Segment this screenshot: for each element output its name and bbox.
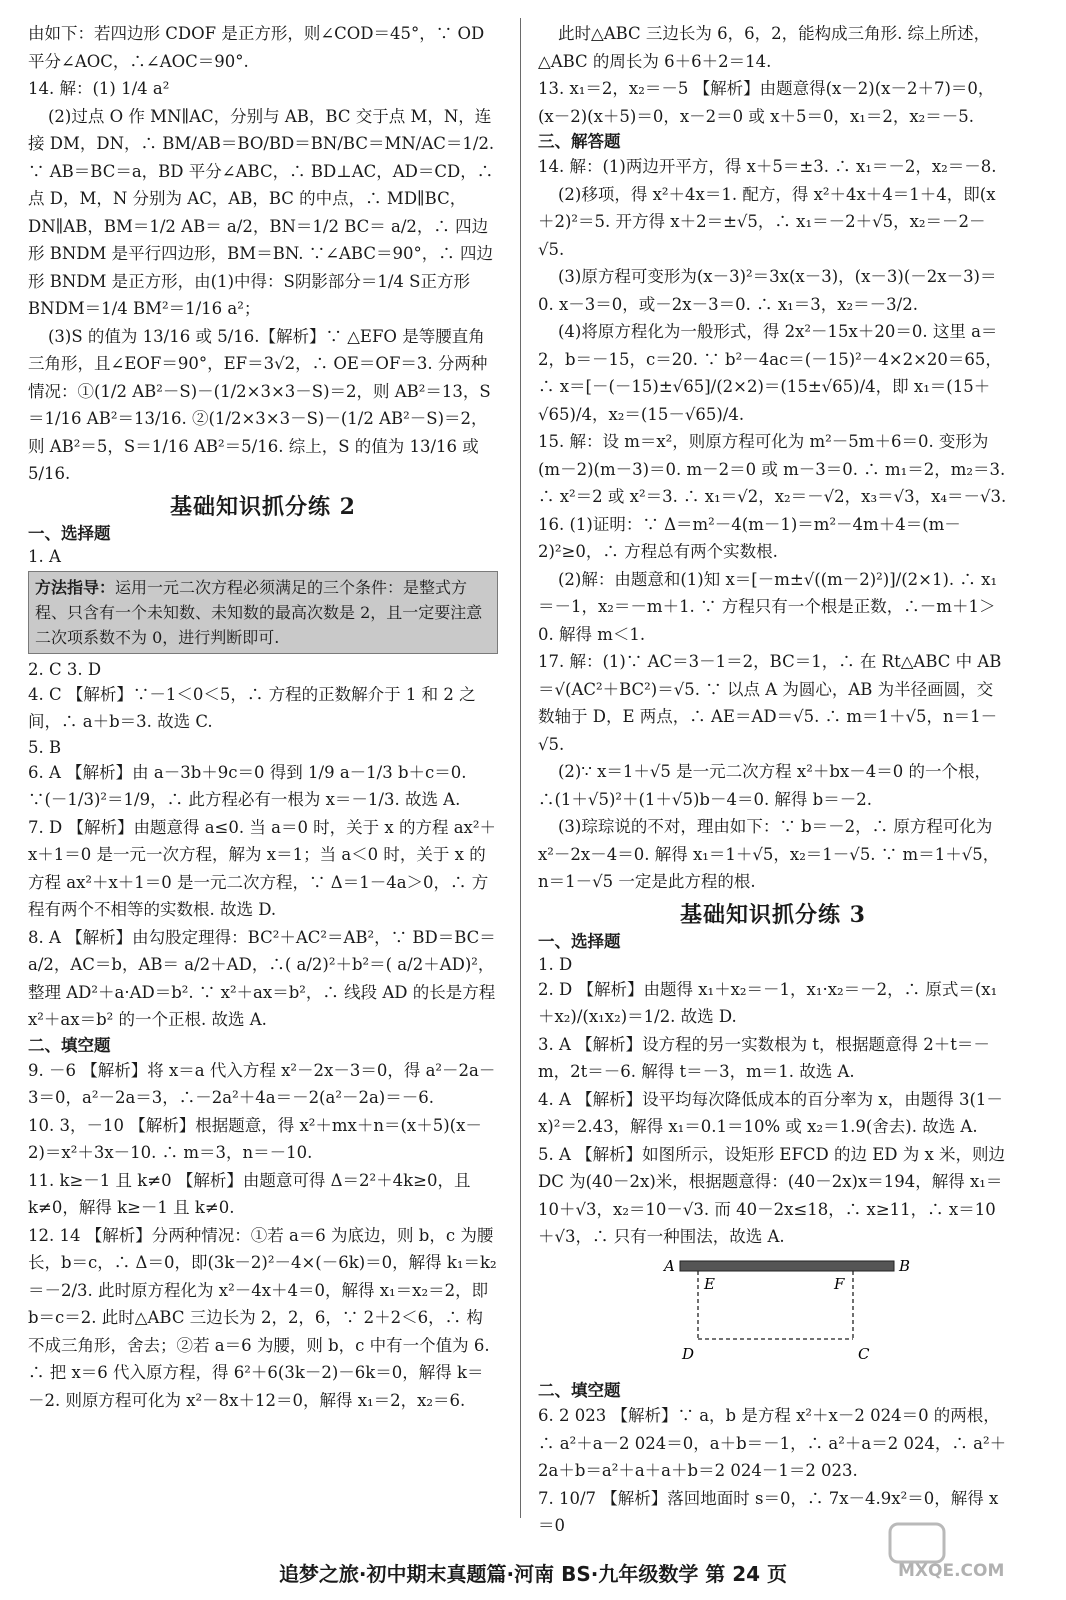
section-subheading: 三、解答题 bbox=[538, 132, 621, 151]
answer-paragraph: (3)琮琮说的不对，理由如下：∵ b＝－2，∴ 原方程可化为 x²－2x－4＝0. 解得 x₁＝1＋√5，x₂＝1－√5. ∵ m＝1＋√5，n＝1－√5 一定是此方程的根. bbox=[538, 817, 1000, 891]
answer-paragraph: (2)移项，得 x²＋4x＝1. 配方，得 x²＋4x＋4＝1＋4，即(x＋2)²＝5. 开方得 x＋2＝±√5，∴ x₁＝－2＋√5，x₂＝－2－√5. bbox=[538, 184, 996, 259]
answer-paragraph: 17. 解：(1)∵ AC＝3－1＝2，BC＝1，∴ 在 Rt△ABC 中 AB＝√(AC²＋BC²)＝√5. ∵ 以点 A 为圆心，AB 为半径画圆，交数轴于 D，E 两点，∴ AE＝AD＝√5. ∴ m＝1＋√5，n＝1－√5. bbox=[538, 652, 1002, 754]
answer-paragraph: 9. －6 【解析】将 x＝a 代入方程 x²－2x－3＝0，得 a²－2a－3＝0，a²－2a＝3，∴－2a²＋4a＝－2(a²－2a)＝－6. bbox=[28, 1060, 496, 1107]
answer-paragraph: 14. 解：(1) 1/4 a² bbox=[28, 79, 170, 98]
method-guide-box bbox=[28, 571, 498, 654]
answer-paragraph: 2. D 【解析】由题得 x₁＋x₂＝－1，x₁·x₂＝－2，∴ 原式＝(x₁＋x₂)/(x₁x₂)＝1/2. 故选 D. bbox=[538, 979, 998, 1026]
method-guide-text: 运用一元二次方程必须满足的三个条件：是整式方程、只含有一个未知数、未知数的最高次数是 2，且一定要注意二次项系数不为 0，进行判断即可. bbox=[35, 577, 483, 647]
answer-paragraph: 3. A 【解析】设方程的另一实数根为 t，根据题意得 2＋t＝－m，2t＝－6. 解得 t＝－3，m＝1. 故选 A. bbox=[538, 1034, 990, 1081]
answer-paragraph: 6. 2 023 【解析】∵ a，b 是方程 x²＋x－2 024＝0 的两根，∴ a²＋a－2 024＝0，a＋b＝－1，∴ a²＋a＝2 024，∴ a²＋2a＋b＝a²＋a＋a＋b＝2 024－1＝2 023. bbox=[538, 1406, 1007, 1480]
answer-paragraph: 此时△ABC 三边长为 6，6，2，能构成三角形. 综上所述，△ABC 的周长为 6＋6＋2＝14. bbox=[538, 24, 991, 71]
page-footer: 追梦之旅·初中期末真题篇·河南 BS·九年级数学 第 24 页 bbox=[278, 1562, 788, 1586]
answer-paragraph: 由如下：若四边形 CDOF 是正方形，则∠COD＝45°，∵ OD 平分∠AOC，∴∠AOC＝90°. bbox=[28, 24, 485, 71]
answer-paragraph: 12. 14 【解析】分两种情况：①若 a＝6 为底边，则 b，c 为腰长，b＝c，∴ Δ＝0，即(3k－2)²－4×(－6k)＝0，解得 k₁＝k₂＝－2/3. 此时原方程化为 x²－4x＋4＝0，解得 x₁＝x₂＝2，即 b＝c＝2. 此时△ABC 三边长为 2，2，6，∵ 2＋2＜6，∴ 构不成三角形，舍去；②若 a＝6 为腰，则 b，c 中有一个值为 6. ∴ 把 x＝6 代入原方程，得 6²＋6(3k－2)－6k＝0，解得 k＝－2. 则原方程可化为 x²－8x＋12＝0，解得 x₁＝2，x₂＝6. bbox=[28, 1225, 497, 1410]
right-column bbox=[538, 20, 1008, 1540]
answer-paragraph: 2. C 3. D bbox=[28, 659, 102, 679]
answer-paragraph: (2)∵ x＝1＋√5 是一元二次方程 x²＋bx－4＝0 的一个根，∴(1＋√5)²＋(1＋√5)b－4＝0. 解得 b＝－2. bbox=[538, 762, 991, 809]
point-label-E: E bbox=[704, 1274, 715, 1293]
answer-paragraph: 11. k≥－1 且 k≠0 【解析】由题意可得 Δ＝2²＋4k≥0，且 k≠0，解得 k≥－1 且 k≠0. bbox=[28, 1170, 471, 1217]
answer-paragraph: 1. D bbox=[538, 954, 573, 974]
point-label-D: D bbox=[682, 1344, 695, 1363]
answer-paragraph: 4. C 【解析】∵－1＜0＜5，∴ 方程的正数解介于 1 和 2 之间，∴ a＋b＝3. 故选 C. bbox=[28, 684, 476, 731]
answer-paragraph: 1. A bbox=[28, 546, 61, 566]
answer-paragraph: (2)过点 O 作 MN∥AC，分别与 AB，BC 交于点 M，N，连接 DM，DN，∴ BM/AB＝BO/BD＝BN/BC＝MN/AC＝1/2. ∵ AB＝BC＝a，BD 平分∠ABC，∴ BD⊥AC，AD＝CD，∴ 点 D，M，N 分别为 AC，AB，BC 的中点，∴ MD∥BC，DN∥AB，BM＝1/2 AB＝ a/2，BN＝1/2 BC＝ a/2，∴ 四边形 BNDM 是平行四边形，BM＝BN. ∵∠ABC＝90°，∴ 四边形 BNDM 是正方形，由(1)中得：S阴影部分＝1/4 S正方形BNDM＝1/4 BM²＝1/16 a²； bbox=[28, 106, 495, 318]
answer-paragraph: (4)将原方程化为一般形式，得 2x²－15x＋20＝0. 这里 a＝2，b＝－15，c＝20. ∵ b²－4ac＝(－15)²－4×2×20＝65，∴ x＝[－(－15)±√65]/(2×2)＝(15±√65)/4，即 x₁＝(15＋√65)/4，x₂＝(15－√65)/4. bbox=[538, 322, 1002, 424]
watermark-text: MXQE.COM bbox=[898, 1561, 1005, 1580]
wall-bar bbox=[680, 1261, 894, 1271]
answer-paragraph: 15. 解：设 m＝x²，则原方程可化为 m²－5m＋6＝0. 变形为(m－2)(m－3)＝0. m－2＝0 或 m－3＝0. ∴ m₁＝2，m₂＝3. ∴ x²＝2 或 x²＝3. ∴ x₁＝√2，x₂＝－√2，x₃＝√3，x₄＝－√3. bbox=[538, 432, 1007, 506]
method-guide-label: 方法指导： bbox=[35, 577, 116, 597]
answer-paragraph: 4. A 【解析】设平均每次降低成本的百分率为 x，由题得 3(1－x)²＝2.43，解得 x₁＝0.1＝10% 或 x₂＝1.9(舍去). 故选 A. bbox=[538, 1089, 1003, 1136]
point-label-B: B bbox=[899, 1256, 911, 1275]
answer-paragraph: 5. B bbox=[28, 737, 62, 757]
answer-paragraph: 16. (1)证明：∵ Δ＝m²－4(m－1)＝m²－4m＋4＝(m－2)²≥0，∴ 方程总有两个实数根. bbox=[538, 514, 961, 561]
column-divider bbox=[520, 18, 521, 1518]
answer-paragraph: 13. x₁＝2，x₂＝－5 【解析】由题意得(x－2)(x－2＋7)＝0，(x－2)(x＋5)＝0，x－2＝0 或 x＋5＝0，x₁＝2，x₂＝－5. bbox=[538, 79, 995, 126]
answer-paragraph: 5. A 【解析】如图所示，设矩形 EFCD 的边 ED 为 x 米，则边 DC 为(40－2x)米，根据题意得：(40－2x)x＝194，解得 x₁＝10＋√3，x₂＝10－√3. 而 40－2x≤18，∴ x≥11，∴ x＝10＋√3，∴ 只有一种围法，故选 A. bbox=[538, 1144, 1006, 1246]
point-label-C: C bbox=[858, 1344, 870, 1363]
section-subheading: 二、填空题 bbox=[538, 1381, 621, 1400]
point-label-F: F bbox=[834, 1274, 845, 1293]
watermark-logo bbox=[888, 1522, 1048, 1580]
answer-paragraph: 10. 3，－10 【解析】根据题意，得 x²＋mx＋n＝(x＋5)(x－2)＝x²＋3x－10. ∴ m＝3，n＝－10. bbox=[28, 1115, 482, 1162]
section-title: 基础知识抓分练 3 bbox=[680, 901, 866, 928]
fence-diagram bbox=[658, 1257, 918, 1367]
answer-paragraph: 14. 解：(1)两边开平方，得 x＋5＝±3. ∴ x₁＝－2，x₂＝－8. bbox=[538, 157, 997, 176]
answer-paragraph: 8. A 【解析】由勾股定理得：BC²＋AC²＝AB²，∵ BD＝BC＝ a/2，AC＝b，AB＝ a/2＋AD，∴( a/2)²＋b²＝( a/2＋AD)²，整理 AD²＋a·AD＝b². ∵ x²＋ax＝b²，∴ 线段 AD 的长是方程 x²＋ax＝b² 的一个正根. 故选 A. bbox=[28, 927, 496, 1029]
section-title: 基础知识抓分练 2 bbox=[170, 493, 356, 520]
left-column bbox=[28, 20, 498, 1414]
answer-paragraph: 7. D 【解析】由题意得 a≤0. 当 a＝0 时，关于 x 的方程 ax²＋x＋1＝0 是一元一次方程，解为 x＝1；当 a＜0 时，关于 x 的方程 ax²＋x＋1＝0 是一元二次方程，∵ Δ＝1－4a＞0，∴ 方程有两个不相等的实数根. 故选 D. bbox=[28, 817, 496, 919]
section-subheading: 一、选择题 bbox=[28, 523, 111, 543]
watermark-badge-icon bbox=[890, 1524, 944, 1562]
answer-paragraph: (3)S 的值为 13/16 或 5/16.【解析】∵ △EFO 是等腰直角三角形，且∠EOF＝90°，EF＝3√2，∴ OE＝OF＝3. 分两种情况：①(1/2 AB²－S)－(1/2×3×3－S)＝2，则 AB²＝13，S＝1/16 AB²＝13/16. ②(1/2×3×3－S)－(1/2 AB²－S)＝2，则 AB²＝5，S＝1/16 AB²＝5/16. 综上，S 的值为 13/16 或 5/16. bbox=[28, 326, 491, 483]
answer-paragraph: (2)解：由题意和(1)知 x＝[－m±√((m－2)²)]/(2×1). ∴ x₁＝－1，x₂＝－m＋1. ∵ 方程只有一个根是正数，∴－m＋1＞0. 解得 m＜1. bbox=[538, 569, 998, 644]
answer-paragraph: 7. 10/7 【解析】落回地面时 s＝0，∴ 7x－4.9x²＝0，解得 x＝0 bbox=[538, 1488, 999, 1535]
answer-paragraph: (3)原方程可变形为(x－3)²＝3x(x－3)，(x－3)(－2x－3)＝0. x－3＝0，或－2x－3＝0. ∴ x₁＝3，x₂＝－3/2. bbox=[538, 267, 997, 314]
section-subheading: 一、选择题 bbox=[538, 931, 621, 951]
answer-paragraph: 6. A 【解析】由 a－3b＋9c＝0 得到 1/9 a－1/3 b＋c＝0. ∵(－1/3)²＝1/9，∴ 此方程必有一根为 x＝－1/3. 故选 A. bbox=[28, 762, 467, 809]
section-subheading: 二、填空题 bbox=[28, 1035, 111, 1055]
point-label-A: A bbox=[664, 1256, 675, 1275]
